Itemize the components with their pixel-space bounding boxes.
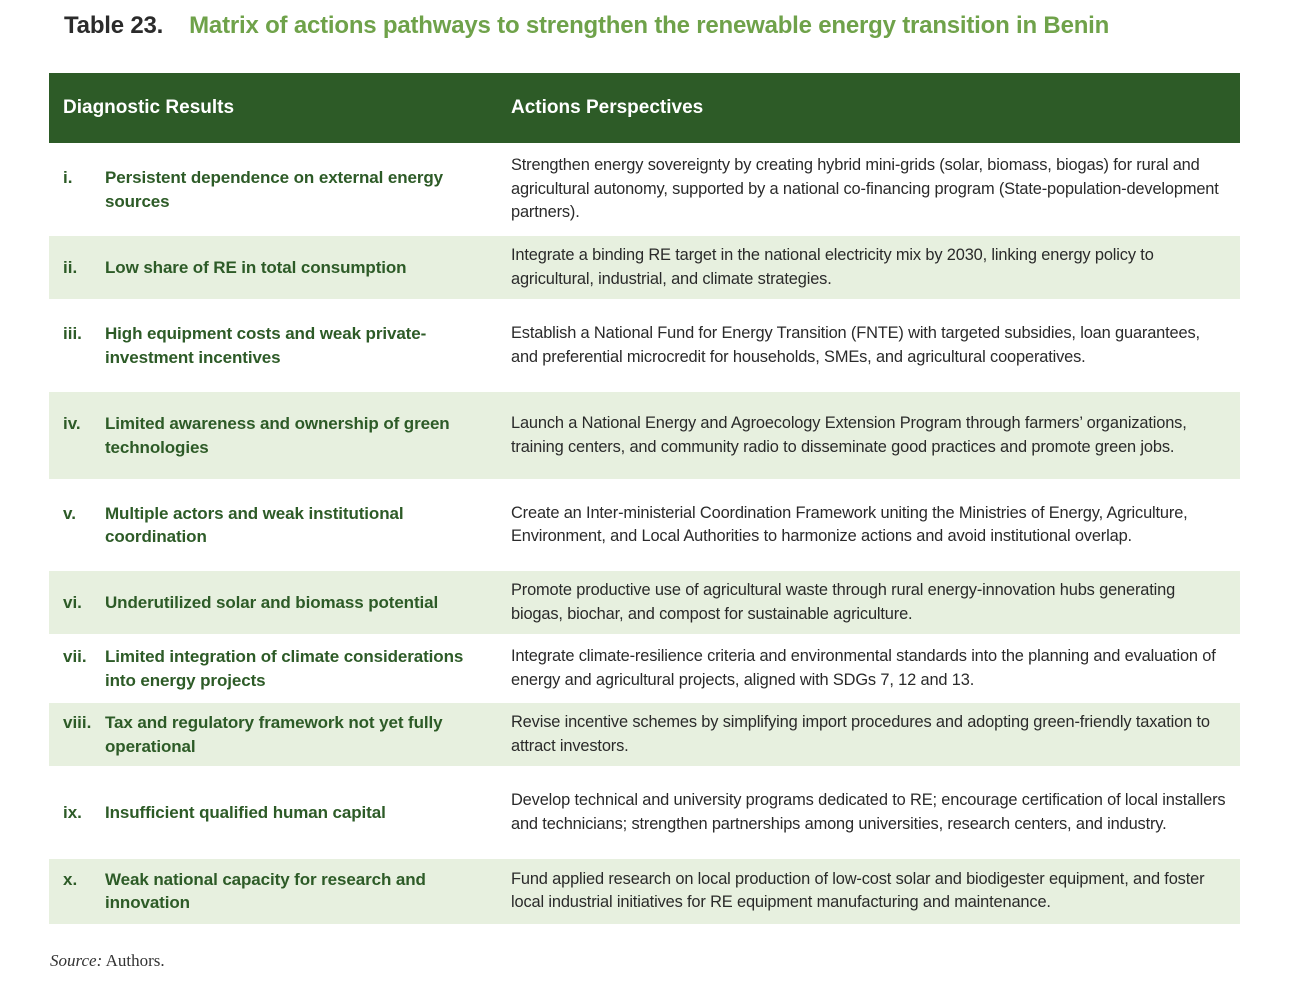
row-number: ii.	[63, 257, 78, 277]
row-number: v.	[63, 503, 76, 523]
action-text: Integrate climate-resilience criteria and environmental standards into the planning and evaluation of energy and agricultural projects, aligned with SDGs 7, 12 and 13.	[497, 636, 1240, 702]
diagnostic-cell	[49, 702, 497, 768]
table-row	[49, 391, 1240, 481]
action-text: Fund applied research on local production of low-cost solar and biodigester equipment, and foster local industrial initiatives for RE equipment manufacturing and maintenance.	[497, 858, 1240, 924]
source-label: Source:	[50, 951, 103, 970]
diagnostic-text: Weak national capacity for research and innovation	[105, 869, 426, 913]
diagnostic-cell	[49, 301, 497, 391]
diagnostic-text: Persistent dependence on external energy sources	[105, 168, 444, 211]
diagnostic-cell	[49, 858, 497, 924]
row-number: iv.	[63, 414, 81, 433]
table-row	[49, 570, 1240, 636]
table-caption	[64, 12, 1109, 40]
diagnostic-text: Underutilized solar and biomass potential	[105, 592, 439, 612]
action-text: Revise incentive schemes by simplifying import procedures and adopting green-friendly taxation to attract investors.	[497, 702, 1240, 768]
table-row	[49, 145, 1240, 235]
action-text: Establish a National Fund for Energy Transition (FNTE) with targeted subsidies, loan guarantees, and preferential microcredit for households, SMEs, and agricultural cooperatives.	[497, 301, 1240, 391]
header-actions-perspectives: Actions Perspectives	[497, 73, 1240, 145]
table-header-row	[49, 73, 1240, 145]
diagnostic-cell	[49, 145, 497, 235]
table-row	[49, 301, 1240, 391]
row-number: viii.	[63, 713, 92, 732]
row-number: vi.	[63, 592, 82, 612]
diagnostic-cell	[49, 481, 497, 570]
row-number: x.	[63, 869, 78, 889]
table-row	[49, 702, 1240, 768]
diagnostic-cell	[49, 636, 497, 702]
table-number: Table 23.	[64, 12, 164, 39]
header-diagnostic-results: Diagnostic Results	[49, 73, 497, 145]
table-row	[49, 481, 1240, 570]
action-matrix-table	[49, 73, 1240, 924]
table-title: Matrix of actions pathways to strengthen the renewable energy transition in Benin	[189, 12, 1110, 39]
diagnostic-cell	[49, 570, 497, 636]
diagnostic-cell	[49, 391, 497, 481]
source-text: Authors.	[105, 951, 165, 970]
action-text: Integrate a binding RE target in the national electricity mix by 2030, linking energy policy to agricultural, industrial, and climate strategies.	[497, 235, 1240, 301]
action-text: Create an Inter-ministerial Coordination Framework uniting the Ministries of Energy, Agriculture, Environment, and Local Authorities to harmonize actions and avoid institutional overlap.	[497, 481, 1240, 570]
table-row	[49, 636, 1240, 702]
diagnostic-cell	[49, 235, 497, 301]
diagnostic-text: Low share of RE in total consumption	[105, 257, 407, 277]
table-row	[49, 768, 1240, 858]
action-text: Launch a National Energy and Agroecology Extension Program through farmers’ organizations, training centers, and community radio to disseminate good practices and promote green jobs.	[497, 391, 1240, 481]
diagnostic-text: Multiple actors and weak institutional coordination	[105, 503, 404, 546]
diagnostic-cell	[49, 768, 497, 858]
action-text: Strengthen energy sovereignty by creating hybrid mini-grids (solar, biomass, biogas) for rural and agricultural autonomy, supported by a national co-financing program (State-population-development partners).	[497, 145, 1240, 235]
table-row	[49, 858, 1240, 924]
action-text: Develop technical and university programs dedicated to RE; encourage certification of local installers and technicians; strengthen partnerships among universities, research centers, and industry.	[497, 768, 1240, 858]
row-number: ix.	[63, 802, 82, 822]
diagnostic-text: High equipment costs and weak private-investment incentives	[105, 324, 427, 367]
row-number: iii.	[63, 324, 82, 343]
diagnostic-text: Insufficient qualified human capital	[105, 802, 386, 822]
table-row	[49, 235, 1240, 301]
row-number: i.	[63, 168, 73, 187]
row-number: vii.	[63, 647, 87, 666]
action-text: Promote productive use of agricultural waste through rural energy-innovation hubs generating biogas, biochar, and compost for sustainable agriculture.	[497, 570, 1240, 636]
diagnostic-text: Tax and regulatory framework not yet fully operational	[105, 713, 443, 756]
diagnostic-text: Limited integration of climate considerations into energy projects	[105, 647, 464, 690]
diagnostic-text: Limited awareness and ownership of green technologies	[105, 414, 450, 457]
source-note	[50, 951, 165, 971]
